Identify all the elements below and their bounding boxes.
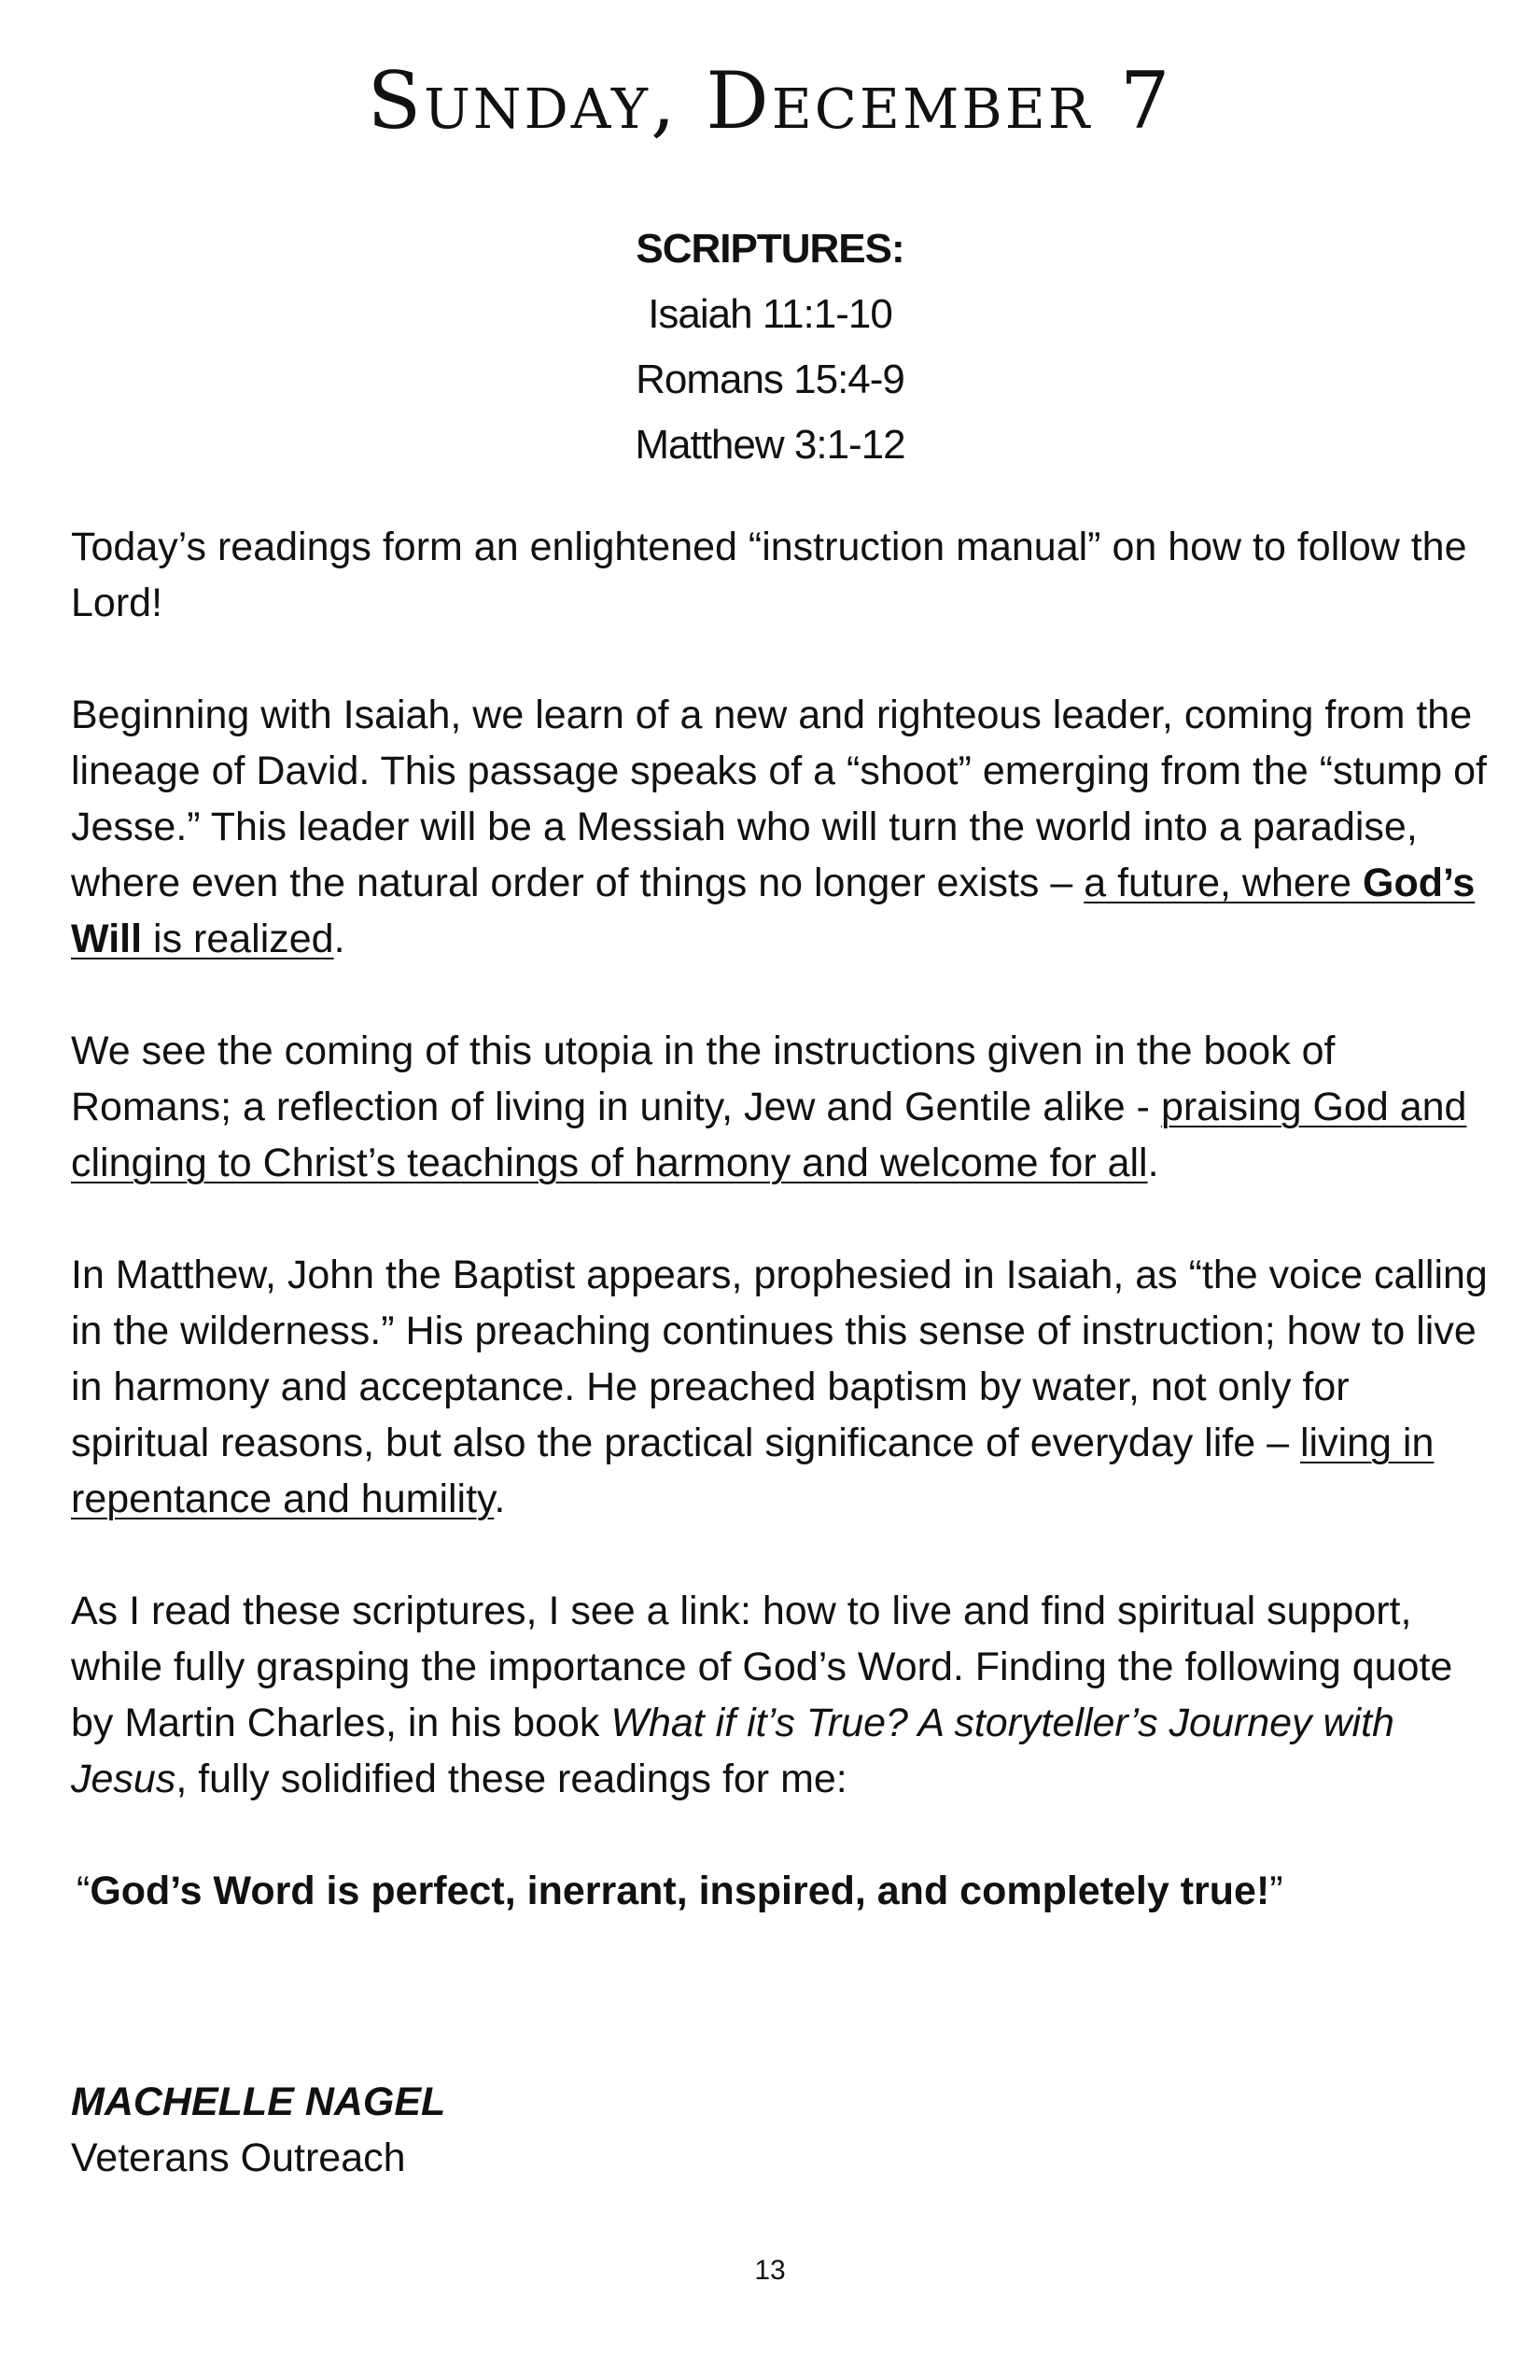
scriptures-block [0, 217, 1540, 478]
quote-mark: “ [77, 1869, 91, 1913]
author-name: MACHELLE NAGEL [71, 2079, 446, 2124]
bold-phrase: God’s Will [71, 861, 1476, 961]
quote-text: God’s Word is perfect, inerrant, inspired, and completely true! [90, 1869, 1270, 1913]
paragraph-romans [71, 1023, 1490, 1191]
paragraph-end: . [494, 1477, 506, 1521]
book-title: What if it’s True? A storyteller’s Journey with Jesus [71, 1701, 1394, 1801]
paragraph-intro: Today’s readings form an enlightened “instruction manual” on how to follow the Lord! [71, 525, 1467, 625]
scripture-ref: Matthew 3:1-12 [635, 422, 905, 468]
page-title: Sunday, December 7 [367, 55, 1173, 147]
paragraph-reflection [71, 1583, 1490, 1807]
paragraph-text: In Matthew, John the Baptist appears, prophesied in Isaiah, as “the voice calling in the wilderness.” His preaching continues this sense of instruction; how to live in harmony and acceptance. He preached baptism by water, not only for spiritual reasons, but also the practical significance of everyday life – [71, 1253, 1488, 1465]
paragraph-isaiah [71, 687, 1490, 967]
paragraph-text: As I read these scriptures, I see a link: how to live and find spiritual support, while fully grasping the importance of God’s Word. Finding the following quote by Martin Charles, in his book [71, 1589, 1453, 1745]
body-text [71, 519, 1490, 1975]
scriptures-heading: SCRIPTURES: [636, 226, 904, 272]
author-ministry: Veterans Outreach [71, 2135, 406, 2180]
underlined-phrase: living in repentance and humility [71, 1421, 1435, 1521]
paragraph-matthew [71, 1247, 1490, 1527]
paragraph-text: Beginning with Isaiah, we learn of a new and righteous leader, coming from the lineage of David. This passage speaks of a “shoot” emerging from the “stump of Jesse.” This leader will be a Messiah who will turn the world into a paradise, where even the natural order of things no longer exists – [71, 693, 1487, 905]
quote [77, 1863, 1490, 1919]
paragraph-end: . [333, 917, 345, 961]
underlined-phrase: praising God and clinging to Christ’s teachings of harmony and welcome for all [71, 1085, 1467, 1185]
author-block [71, 2074, 445, 2186]
scripture-ref: Isaiah 11:1-10 [648, 291, 892, 337]
paragraph-end: . [1147, 1141, 1159, 1185]
underlined-text: is realized [142, 917, 334, 961]
paragraph-text: We see the coming of this utopia in the instructions given in the book of Romans; a reflection of living in unity, Jew and Gentile alike - [71, 1029, 1336, 1129]
scripture-ref: Romans 15:4-9 [636, 357, 904, 402]
paragraph-end: , fully solidified these readings for me: [175, 1757, 847, 1801]
quote-mark: ” [1269, 1869, 1283, 1913]
page-number: 13 [754, 2255, 786, 2286]
underlined-text: a future, where [1084, 861, 1363, 905]
